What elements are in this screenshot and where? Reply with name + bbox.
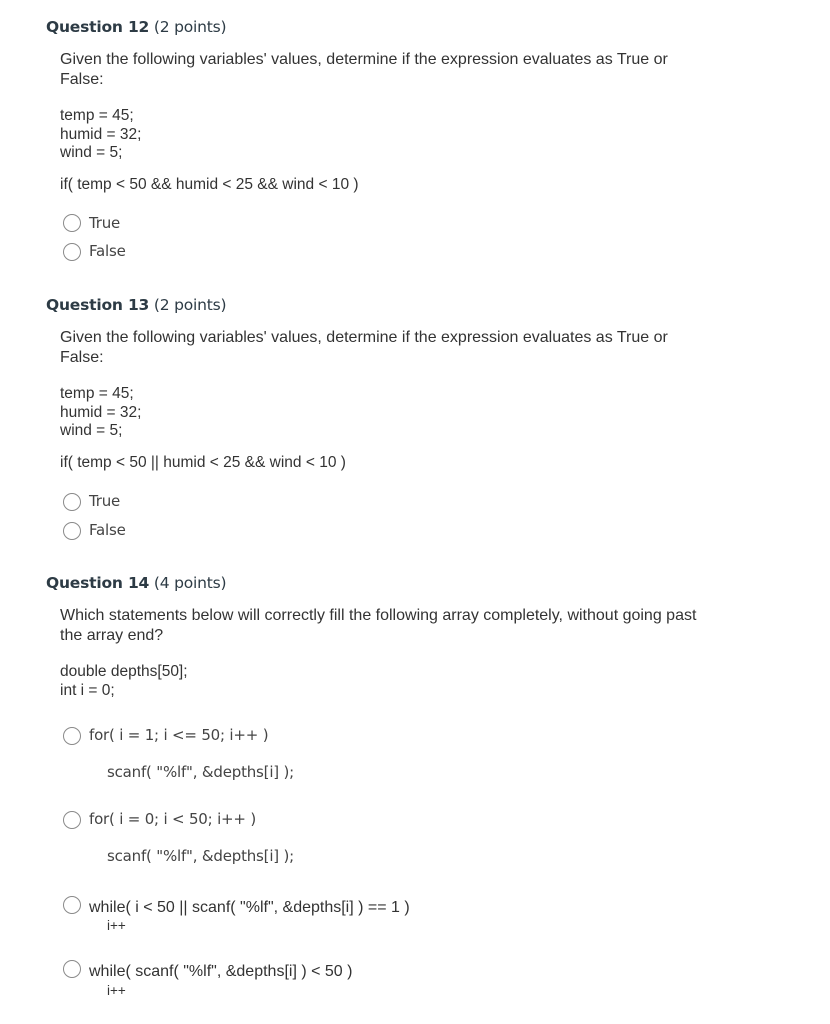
question-13-title: [46, 296, 226, 314]
question-14-title: [46, 574, 226, 592]
q14-option-3-label[interactable]: while( i < 50 || scanf( "%lf", &depths[i] ) == 1 ): [89, 899, 410, 916]
code-line: temp = 45;: [60, 107, 134, 124]
q14-option-4-radio[interactable]: [63, 960, 81, 978]
q12-option-false-radio[interactable]: [63, 243, 81, 261]
q13-option-false-radio[interactable]: [63, 522, 81, 540]
question-12-code: [60, 107, 141, 163]
q14-option-1-label[interactable]: for( i = 1; i <= 50; i++ ): [89, 726, 269, 744]
question-12-expression: if( temp < 50 && humid < 25 && wind < 10 ): [60, 176, 359, 193]
code-line: humid = 32;: [60, 403, 142, 421]
q13-option-true-label[interactable]: True: [89, 492, 121, 510]
q14-option-2-sub: scanf( "%lf", &depths[i] );: [107, 847, 295, 865]
code-line: humid = 32;: [60, 125, 142, 143]
q13-option-true-radio[interactable]: [63, 493, 81, 511]
q12-option-true-label[interactable]: True: [89, 214, 121, 232]
code-line: wind = 5;: [60, 144, 123, 161]
q13-option-false-label[interactable]: False: [89, 521, 126, 539]
question-points: (2 points): [153, 18, 227, 36]
code-line: int i = 0;: [60, 681, 115, 699]
code-line: double depths[50];: [60, 663, 188, 680]
question-13-expression: if( temp < 50 || humid < 25 && wind < 10 ): [60, 454, 346, 471]
question-12-title: [46, 18, 226, 36]
question-14-code: [60, 663, 188, 700]
q14-option-2-radio[interactable]: [63, 811, 81, 829]
question-number: Question 12: [46, 18, 150, 36]
code-line: temp = 45;: [60, 385, 134, 402]
q12-option-false-label[interactable]: False: [89, 242, 126, 260]
q14-option-1-radio[interactable]: [63, 727, 81, 745]
question-number: Question 14: [46, 574, 150, 592]
question-13-code: [60, 385, 141, 441]
question-13-prompt: Given the following variables' values, determine if the expression evaluates as True or False:: [60, 329, 668, 366]
question-14-prompt: Which statements below will correctly fill the following array completely, without going past the array end?: [60, 607, 697, 644]
q14-option-4-sub: i++: [107, 983, 126, 998]
question-points: (4 points): [153, 574, 227, 592]
code-line: wind = 5;: [60, 422, 123, 439]
q14-option-4-label[interactable]: while( scanf( "%lf", &depths[i] ) < 50 ): [89, 963, 353, 980]
q12-option-true-radio[interactable]: [63, 214, 81, 232]
q14-option-1-sub: scanf( "%lf", &depths[i] );: [107, 763, 295, 781]
question-points: (2 points): [153, 296, 227, 314]
q14-option-3-radio[interactable]: [63, 896, 81, 914]
question-number: Question 13: [46, 296, 150, 314]
q14-option-3-sub: i++: [107, 918, 126, 933]
question-12-prompt: Given the following variables' values, determine if the expression evaluates as True or False:: [60, 51, 668, 88]
q14-option-2-label[interactable]: for( i = 0; i < 50; i++ ): [89, 810, 256, 828]
